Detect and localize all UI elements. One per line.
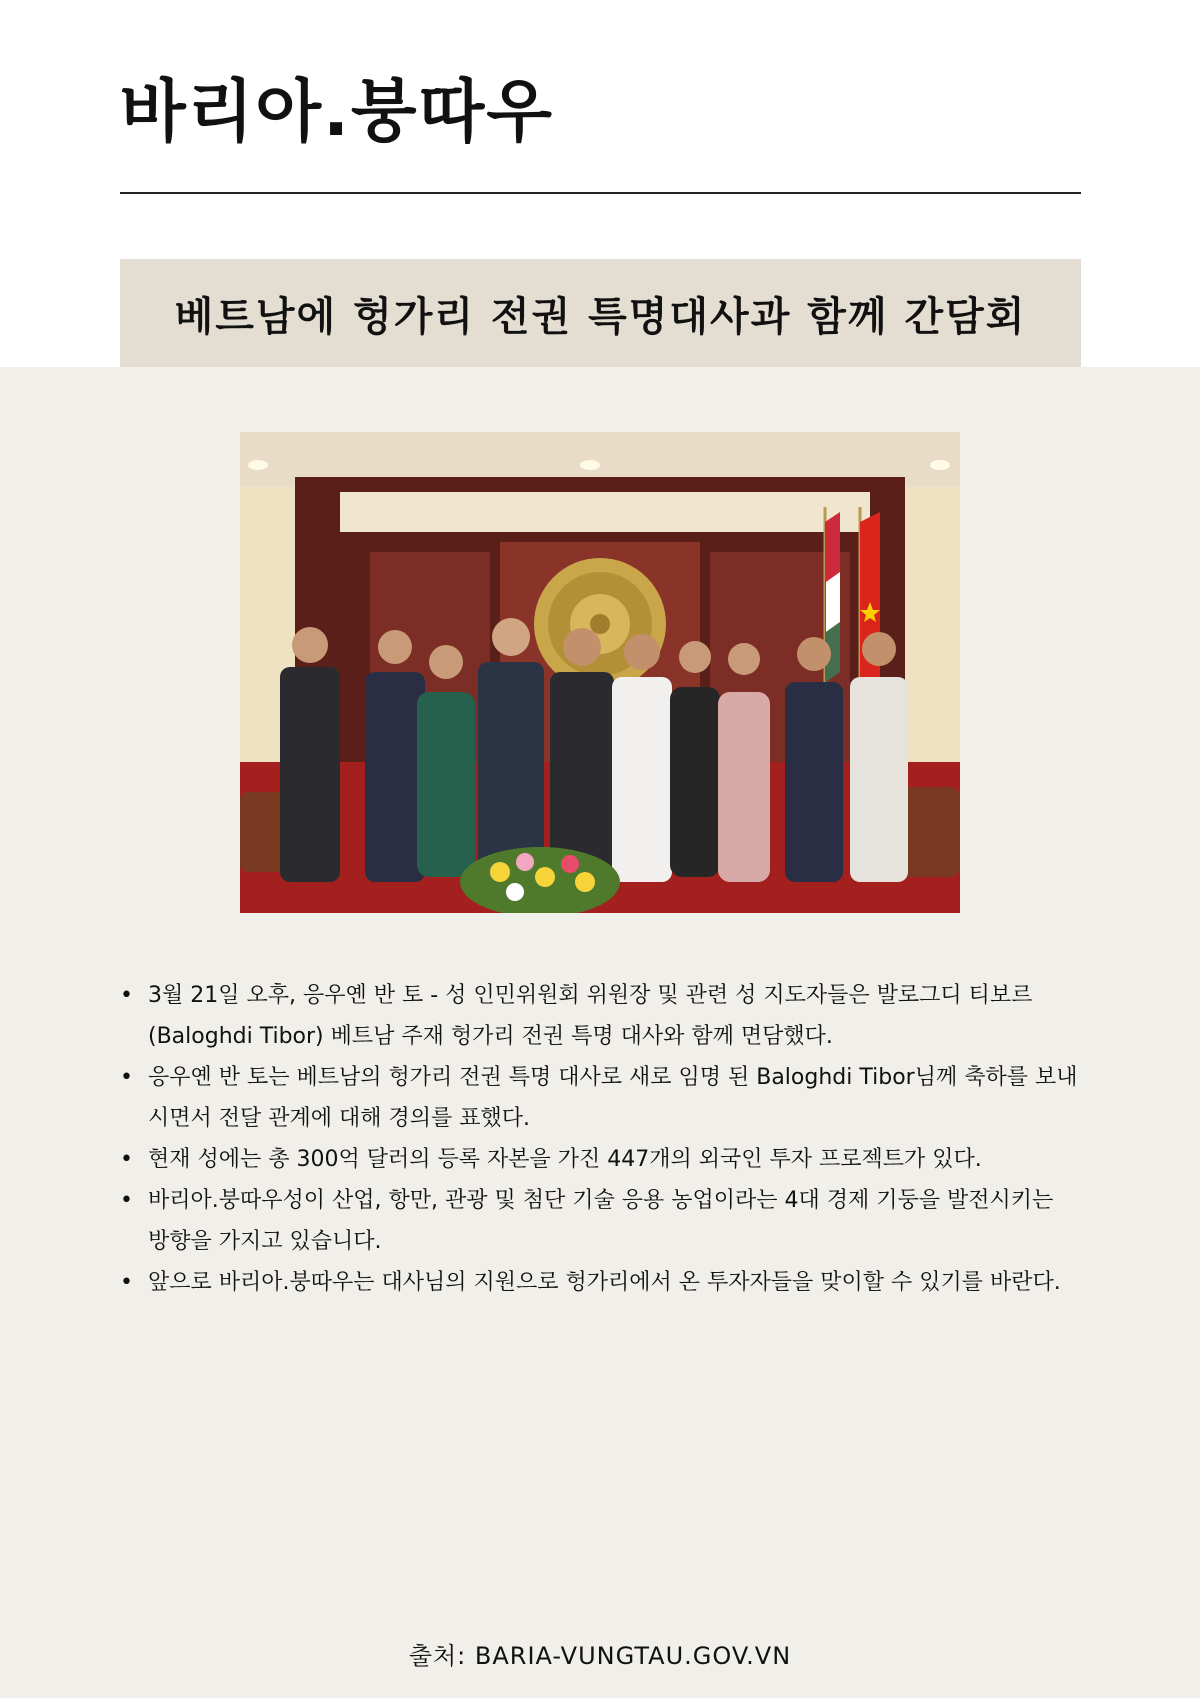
title-divider	[120, 192, 1081, 194]
list-item: • 바리아.붕따우성이 산업, 항만, 관광 및 첨단 기술 응용 농업이라는 4대 경제 기둥을 발전시키는 방향을 가지고 있습니다.	[120, 1180, 1081, 1262]
list-item: • 3월 21일 오후, 응우옌 반 토 - 성 인민위원회 위원장 및 관련 성 지도자들은 발로그디 티보르(Baloghdi Tibor) 베트남 주재 헝가리 전권 특명 대사와 함께 면담했다.	[120, 975, 1081, 1057]
subtitle-banner	[120, 259, 1081, 367]
page-title: 바리아.붕따우	[120, 73, 554, 152]
article-subtitle: 베트남에 헝가리 전권 특명대사과 함께 간담회	[174, 293, 1027, 340]
group-photo-image	[240, 432, 960, 913]
source-citation: 출처: BARIA-VUNGTAU.GOV.VN	[408, 1642, 792, 1670]
list-item: • 현재 성에는 총 300억 달러의 등록 자본을 가진 447개의 외국인 투자 프로젝트가 있다.	[120, 1139, 1081, 1180]
summary-bullet-list	[120, 975, 1081, 1303]
list-item: • 응우옌 반 토는 베트남의 헝가리 전권 특명 대사로 새로 임명 된 Baloghdi Tibor님께 축하를 보내시면서 전달 관계에 대해 경의를 표했다.	[120, 1057, 1081, 1139]
list-item: • 앞으로 바리아.붕따우는 대사님의 지원으로 헝가리에서 온 투자자들을 맞이할 수 있기를 바란다.	[120, 1262, 1081, 1303]
